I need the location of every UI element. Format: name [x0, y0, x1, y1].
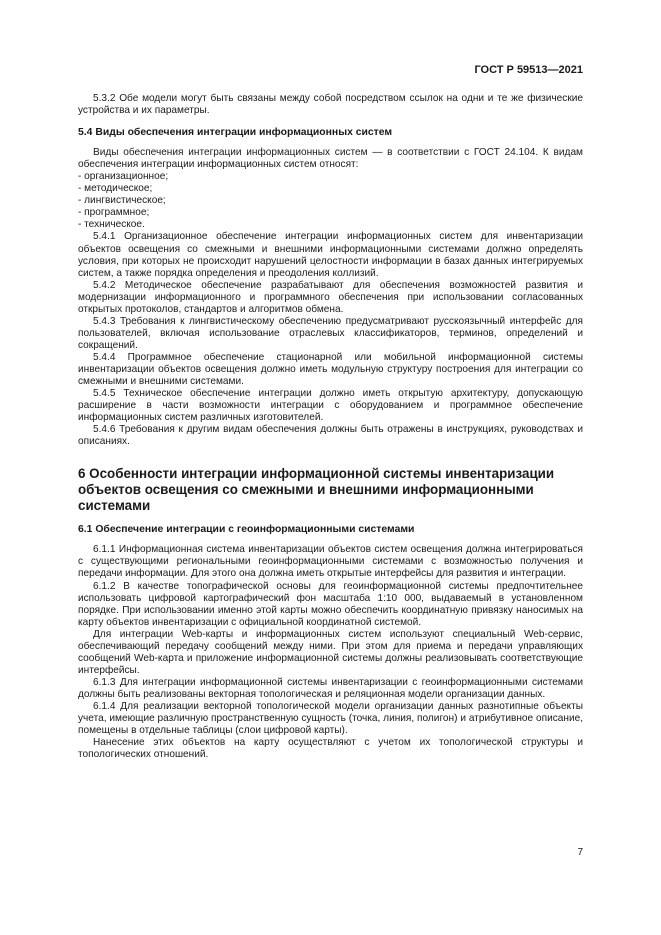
paragraph: 6.1.2 В качестве топографической основы для геоинформационной системы предпочтительнее использовать цифровой картографический фон масштаба 1:10 000, выдаваемый в установленном порядке. При использовании именно этой карты можно обеспечить координатную привязку наносимых на карту объектов инвентаризации с официальной координатной системой.: [78, 580, 583, 628]
paragraph: Виды обеспечения интеграции информационных систем — в соответствии с ГОСТ 24.104. К видам обеспечения интеграции информационных систем относят:: [78, 147, 583, 171]
paragraph: 6.1.4 Для реализации векторной топологической модели организации данных разнотипные объекты учета, имеющие различную пространственную сущность (точка, линия, полигон) и атрибутивное описание, помещены в отдельные таблицы (слои цифровой карты).: [78, 700, 583, 737]
paragraph: 5.4.6 Требования к другим видам обеспечения должны быть отражены в инструкциях, руководствах и описаниях.: [78, 424, 583, 448]
paragraph: 5.4.4 Программное обеспечение стационарной или мобильной информационной системы инвентаризации объектов освещения должно иметь модульную структуру построения для интеграции со смежными и внешними системами.: [78, 351, 583, 388]
paragraph: 5.3.2 Обе модели могут быть связаны между собой посредством ссылок на одни и те же физические устройства и их параметры.: [78, 93, 583, 117]
paragraph: 5.4.1 Организационное обеспечение интеграции информационных систем для инвентаризации объектов освещения со смежными и внешними информационными системами должно определять условия, при которых не происходит нарушений целостности информации в базах данных интегрируемых систем, а также порядка определения и преодоления коллизий.: [78, 231, 583, 279]
list-item: - организационное;: [78, 171, 169, 183]
paragraph: 6.1.1 Информационная система инвентаризации объектов систем освещения должна интегрироваться с существующими региональными геоинформационными системами с возможностью получения и передачи информации. Для этого она должна иметь открытые интерфейсы для развития и интеграции.: [78, 544, 583, 580]
page-number: 7: [577, 847, 583, 858]
paragraph: 6.1.3 Для интеграции информационной системы инвентаризации с геоинформационными системами должны быть реализованы векторная топологическая и реляционная модели организации данных.: [78, 676, 583, 700]
subsection-heading: 6.1 Обеспечение интеграции с геоинформационными системами: [78, 524, 415, 536]
section-heading: 6 Особенности интеграции информационной системы инвентаризации объектов освещения со смежными и внешними информационными системами: [78, 466, 555, 514]
paragraph: 5.4.5 Техническое обеспечение интеграции должно иметь открытую архитектуру, допускающую расширение в части возможности интеграции с оборудованием и программное обеспечение информационных систем различных изготовителей.: [78, 388, 583, 424]
list-item: - техническое.: [78, 219, 145, 231]
paragraph: 5.4.2 Методическое обеспечение разрабатывают для обеспечения возможностей развития и модернизации информационного и программного обеспечения при использовании согласованных открытых протоколов, стандартов и алгоритмов обмена.: [78, 279, 583, 315]
paragraph: Нанесение этих объектов на карту осуществляют с учетом их топологической структуры и топологических отношений.: [78, 737, 583, 761]
list-item: - лингвистическое;: [78, 195, 166, 207]
list-item: - программное;: [78, 207, 150, 219]
document-header: ГОСТ Р 59513—2021: [474, 64, 583, 76]
list-item: - методическое;: [78, 183, 153, 195]
document-body: [78, 93, 583, 761]
subsection-heading: 5.4 Виды обеспечения интеграции информационных систем: [78, 127, 393, 139]
paragraph: 5.4.3 Требования к лингвистическому обеспечению предусматривают русскоязычный интерфейс для пользователей, включая использование отраслевых классификаторов, терминов, определений и сокращений.: [78, 315, 583, 351]
paragraph: Для интеграции Web-карты и информационных систем используют специальный Web-сервис, обеспечивающий передачу сообщений между ними. При этом для приема и передачи управляющих сообщений Web-карта и приложение информационной системы должны реализовывать соответствующие интерфейсы.: [78, 628, 583, 676]
